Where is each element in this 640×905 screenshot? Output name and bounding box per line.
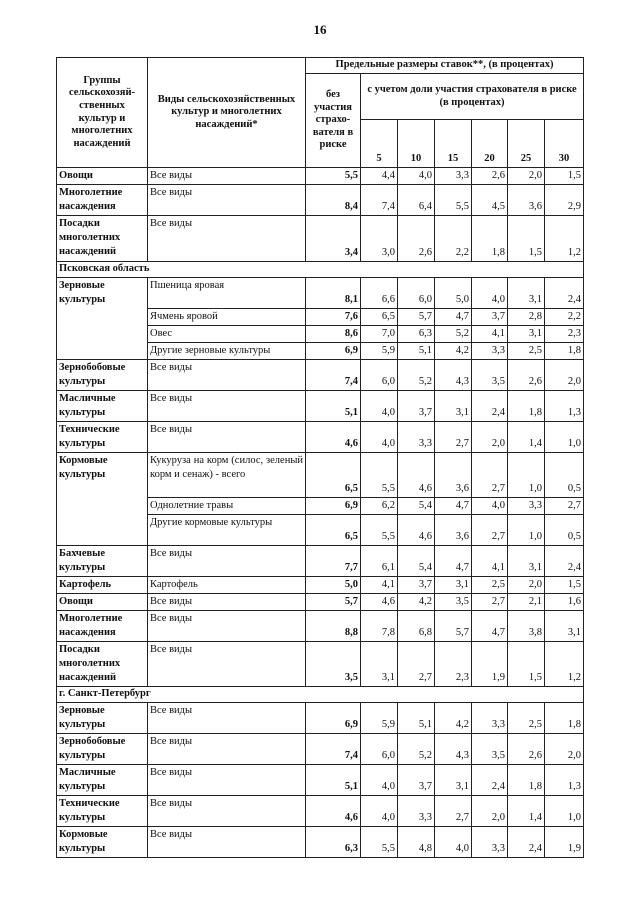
base-rate: 5,7 bbox=[306, 594, 361, 611]
rate-share-5: 5,5 bbox=[361, 515, 398, 546]
table-row bbox=[57, 734, 584, 765]
rate-share-20: 1,8 bbox=[472, 216, 508, 262]
rate-share-10: 5,1 bbox=[398, 703, 435, 734]
crop-kind: Однолетние травы bbox=[148, 498, 306, 515]
rate-share-30: 1,6 bbox=[545, 594, 584, 611]
rate-share-5: 3,1 bbox=[361, 642, 398, 687]
rate-share-15: 3,1 bbox=[435, 765, 472, 796]
rate-share-30: 1,5 bbox=[545, 577, 584, 594]
base-rate: 8,8 bbox=[306, 611, 361, 642]
rate-share-15: 2,2 bbox=[435, 216, 472, 262]
rate-share-5: 6,5 bbox=[361, 309, 398, 326]
rate-share-5: 6,1 bbox=[361, 546, 398, 577]
rate-share-15: 4,3 bbox=[435, 360, 472, 391]
rate-share-30: 1,5 bbox=[545, 168, 584, 185]
rate-share-20: 4,1 bbox=[472, 546, 508, 577]
rate-share-30: 1,8 bbox=[545, 343, 584, 360]
crop-kind: Другие кормовые культуры bbox=[148, 515, 306, 546]
rate-share-20: 4,7 bbox=[472, 611, 508, 642]
rate-share-25: 2,5 bbox=[508, 703, 545, 734]
table-row bbox=[57, 453, 584, 498]
region-label: Псковская область bbox=[57, 262, 584, 278]
rate-share-30: 0,5 bbox=[545, 453, 584, 498]
crop-group: Бахчевые культуры bbox=[57, 546, 148, 577]
rate-share-30: 0,5 bbox=[545, 515, 584, 546]
crop-kind: Все виды bbox=[148, 734, 306, 765]
rate-share-20: 4,0 bbox=[472, 278, 508, 309]
rate-share-25: 3,1 bbox=[508, 326, 545, 343]
rate-share-30: 2,4 bbox=[545, 278, 584, 309]
rate-share-5: 7,4 bbox=[361, 185, 398, 216]
crop-group: Картофель bbox=[57, 577, 148, 594]
rate-share-20: 2,0 bbox=[472, 796, 508, 827]
rate-share-20: 1,9 bbox=[472, 642, 508, 687]
table-row bbox=[57, 546, 584, 577]
table-row bbox=[57, 703, 584, 734]
crop-kind: Все виды bbox=[148, 216, 306, 262]
table-row bbox=[57, 216, 584, 262]
rate-share-25: 2,6 bbox=[508, 734, 545, 765]
crop-kind: Все виды bbox=[148, 391, 306, 422]
base-rate: 8,6 bbox=[306, 326, 361, 343]
crop-kind: Все виды bbox=[148, 594, 306, 611]
crop-kind: Ячмень яровой bbox=[148, 309, 306, 326]
base-rate: 5,0 bbox=[306, 577, 361, 594]
rate-share-20: 3,3 bbox=[472, 827, 508, 858]
rate-share-30: 2,0 bbox=[545, 360, 584, 391]
rate-share-15: 5,5 bbox=[435, 185, 472, 216]
rate-share-10: 3,7 bbox=[398, 765, 435, 796]
rate-share-10: 2,7 bbox=[398, 642, 435, 687]
header-kind-column: Виды сельскохозяйственных культур и многолетних насаждений* bbox=[148, 58, 306, 168]
base-rate: 4,6 bbox=[306, 422, 361, 453]
base-rate: 6,9 bbox=[306, 498, 361, 515]
rate-share-5: 6,0 bbox=[361, 360, 398, 391]
rate-share-25: 1,4 bbox=[508, 422, 545, 453]
page-number: 16 bbox=[313, 22, 327, 37]
crop-group: Технические культуры bbox=[57, 422, 148, 453]
rate-share-10: 3,3 bbox=[398, 796, 435, 827]
rate-share-25: 3,8 bbox=[508, 611, 545, 642]
rate-share-30: 1,0 bbox=[545, 796, 584, 827]
base-rate: 6,3 bbox=[306, 827, 361, 858]
crop-kind: Другие зерновые культуры bbox=[148, 343, 306, 360]
rate-share-30: 2,2 bbox=[545, 309, 584, 326]
table-row bbox=[57, 594, 584, 611]
rate-share-25: 3,3 bbox=[508, 498, 545, 515]
table-row bbox=[57, 577, 584, 594]
header-share-5: 5 bbox=[361, 120, 398, 168]
base-rate: 6,5 bbox=[306, 453, 361, 498]
crop-kind: Пшеница яровая bbox=[148, 278, 306, 309]
rate-share-30: 1,0 bbox=[545, 422, 584, 453]
base-rate: 7,4 bbox=[306, 360, 361, 391]
rate-share-30: 2,0 bbox=[545, 734, 584, 765]
crop-group: Зерновые культуры bbox=[57, 278, 148, 360]
rate-share-5: 7,0 bbox=[361, 326, 398, 343]
rate-share-30: 2,9 bbox=[545, 185, 584, 216]
rate-share-25: 3,6 bbox=[508, 185, 545, 216]
rate-share-5: 6,2 bbox=[361, 498, 398, 515]
table-row bbox=[57, 765, 584, 796]
rate-share-30: 1,3 bbox=[545, 391, 584, 422]
crop-kind: Все виды bbox=[148, 703, 306, 734]
rate-share-25: 1,8 bbox=[508, 391, 545, 422]
rate-share-10: 3,3 bbox=[398, 422, 435, 453]
rate-share-25: 1,5 bbox=[508, 216, 545, 262]
crop-group: Овощи bbox=[57, 168, 148, 185]
base-rate: 6,9 bbox=[306, 343, 361, 360]
rate-share-30: 2,3 bbox=[545, 326, 584, 343]
crop-kind: Все виды bbox=[148, 185, 306, 216]
rate-share-5: 5,5 bbox=[361, 453, 398, 498]
rate-share-30: 3,1 bbox=[545, 611, 584, 642]
base-rate: 4,6 bbox=[306, 796, 361, 827]
rate-share-10: 4,0 bbox=[398, 168, 435, 185]
header-group-column: Группы сельскохозяй-ственных культур и многолетних насаждений bbox=[57, 58, 148, 168]
rate-share-20: 2,6 bbox=[472, 168, 508, 185]
rate-share-10: 2,6 bbox=[398, 216, 435, 262]
rate-share-10: 5,2 bbox=[398, 360, 435, 391]
rate-share-10: 5,7 bbox=[398, 309, 435, 326]
rate-share-25: 1,0 bbox=[508, 453, 545, 498]
rate-share-25: 2,1 bbox=[508, 594, 545, 611]
rate-share-20: 3,5 bbox=[472, 360, 508, 391]
table-body bbox=[57, 168, 584, 858]
base-rate: 3,5 bbox=[306, 642, 361, 687]
rate-share-30: 1,9 bbox=[545, 827, 584, 858]
rate-share-15: 3,5 bbox=[435, 594, 472, 611]
rate-share-20: 3,3 bbox=[472, 703, 508, 734]
rate-share-15: 4,0 bbox=[435, 827, 472, 858]
base-rate: 7,6 bbox=[306, 309, 361, 326]
rate-share-25: 1,0 bbox=[508, 515, 545, 546]
crop-group: Кормовые культуры bbox=[57, 453, 148, 546]
header-share-30: 30 bbox=[545, 120, 584, 168]
base-rate: 6,5 bbox=[306, 515, 361, 546]
crop-group: Технические культуры bbox=[57, 796, 148, 827]
rate-share-10: 5,4 bbox=[398, 546, 435, 577]
rate-share-25: 1,5 bbox=[508, 642, 545, 687]
rate-share-20: 4,1 bbox=[472, 326, 508, 343]
rate-share-15: 4,2 bbox=[435, 343, 472, 360]
rate-share-10: 4,8 bbox=[398, 827, 435, 858]
rate-share-25: 2,5 bbox=[508, 343, 545, 360]
rate-share-30: 2,4 bbox=[545, 546, 584, 577]
rate-share-25: 2,4 bbox=[508, 827, 545, 858]
base-rate: 7,7 bbox=[306, 546, 361, 577]
base-rate: 5,5 bbox=[306, 168, 361, 185]
base-rate: 8,1 bbox=[306, 278, 361, 309]
rate-share-15: 2,7 bbox=[435, 422, 472, 453]
crop-group: Посадки многолетних насаждений bbox=[57, 216, 148, 262]
header-rate-limits: Предельные размеры ставок**, (в процентах) bbox=[306, 58, 584, 74]
crop-kind: Все виды bbox=[148, 546, 306, 577]
rate-share-5: 6,0 bbox=[361, 734, 398, 765]
rate-share-5: 7,8 bbox=[361, 611, 398, 642]
rate-share-30: 2,7 bbox=[545, 498, 584, 515]
table-row bbox=[57, 827, 584, 858]
rate-share-10: 3,7 bbox=[398, 577, 435, 594]
rate-share-15: 5,7 bbox=[435, 611, 472, 642]
rate-share-15: 5,0 bbox=[435, 278, 472, 309]
rate-share-20: 2,0 bbox=[472, 422, 508, 453]
rate-share-15: 5,2 bbox=[435, 326, 472, 343]
base-rate: 5,1 bbox=[306, 765, 361, 796]
crop-group: Масличные культуры bbox=[57, 391, 148, 422]
crop-kind: Все виды bbox=[148, 360, 306, 391]
crop-group: Зернобобовые культуры bbox=[57, 360, 148, 391]
rate-share-25: 2,0 bbox=[508, 577, 545, 594]
header-base-column: без участия страхо-вателя в риске bbox=[306, 74, 361, 168]
rate-share-20: 3,7 bbox=[472, 309, 508, 326]
crop-group: Зерновые культуры bbox=[57, 703, 148, 734]
header-share-20: 20 bbox=[472, 120, 508, 168]
rate-share-10: 4,6 bbox=[398, 515, 435, 546]
table-row bbox=[57, 168, 584, 185]
rate-share-5: 3,0 bbox=[361, 216, 398, 262]
crop-group: Кормовые культуры bbox=[57, 827, 148, 858]
base-rate: 5,1 bbox=[306, 391, 361, 422]
rate-share-25: 1,8 bbox=[508, 765, 545, 796]
region-label: г. Санкт-Петербург bbox=[57, 687, 584, 703]
header-share-10: 10 bbox=[398, 120, 435, 168]
rate-share-5: 4,0 bbox=[361, 765, 398, 796]
crop-kind: Все виды bbox=[148, 642, 306, 687]
rate-share-10: 6,3 bbox=[398, 326, 435, 343]
rate-share-5: 4,0 bbox=[361, 391, 398, 422]
base-rate: 3,4 bbox=[306, 216, 361, 262]
crop-group: Овощи bbox=[57, 594, 148, 611]
rate-share-15: 4,3 bbox=[435, 734, 472, 765]
rate-share-5: 4,0 bbox=[361, 422, 398, 453]
rate-share-25: 1,4 bbox=[508, 796, 545, 827]
table-row bbox=[57, 278, 584, 309]
rate-share-15: 2,7 bbox=[435, 796, 472, 827]
rate-share-20: 2,4 bbox=[472, 765, 508, 796]
rate-share-10: 3,7 bbox=[398, 391, 435, 422]
rate-share-25: 2,0 bbox=[508, 168, 545, 185]
rate-share-15: 4,7 bbox=[435, 546, 472, 577]
base-rate: 8,4 bbox=[306, 185, 361, 216]
rate-share-20: 2,7 bbox=[472, 453, 508, 498]
rate-share-15: 3,3 bbox=[435, 168, 472, 185]
insurance-rates-table bbox=[56, 57, 584, 858]
crop-kind: Все виды bbox=[148, 422, 306, 453]
rate-share-25: 2,6 bbox=[508, 360, 545, 391]
rate-share-20: 4,0 bbox=[472, 498, 508, 515]
crop-kind: Картофель bbox=[148, 577, 306, 594]
rate-share-5: 6,6 bbox=[361, 278, 398, 309]
rate-share-30: 1,2 bbox=[545, 216, 584, 262]
crop-group: Зернобобовые культуры bbox=[57, 734, 148, 765]
rate-share-15: 3,1 bbox=[435, 391, 472, 422]
crop-kind: Все виды bbox=[148, 611, 306, 642]
table-row bbox=[57, 185, 584, 216]
crop-kind: Все виды bbox=[148, 827, 306, 858]
base-rate: 6,9 bbox=[306, 703, 361, 734]
rate-share-10: 5,1 bbox=[398, 343, 435, 360]
table-row bbox=[57, 642, 584, 687]
rate-share-10: 5,4 bbox=[398, 498, 435, 515]
crop-kind: Все виды bbox=[148, 168, 306, 185]
rate-share-5: 4,0 bbox=[361, 796, 398, 827]
table-row bbox=[57, 796, 584, 827]
crop-group: Многолетние насаждения bbox=[57, 611, 148, 642]
base-rate: 7,4 bbox=[306, 734, 361, 765]
rate-share-10: 6,4 bbox=[398, 185, 435, 216]
crop-kind: Все виды bbox=[148, 765, 306, 796]
crop-kind: Овес bbox=[148, 326, 306, 343]
rate-share-10: 6,0 bbox=[398, 278, 435, 309]
crop-group: Многолетние насаждения bbox=[57, 185, 148, 216]
rate-share-5: 4,6 bbox=[361, 594, 398, 611]
rate-share-15: 4,7 bbox=[435, 498, 472, 515]
rate-share-20: 4,5 bbox=[472, 185, 508, 216]
table-row bbox=[57, 422, 584, 453]
rate-share-30: 1,8 bbox=[545, 703, 584, 734]
rate-share-15: 2,3 bbox=[435, 642, 472, 687]
table-row bbox=[57, 391, 584, 422]
rate-share-25: 3,1 bbox=[508, 278, 545, 309]
crop-group: Посадки многолетних насаждений bbox=[57, 642, 148, 687]
rate-share-30: 1,3 bbox=[545, 765, 584, 796]
rate-share-5: 5,5 bbox=[361, 827, 398, 858]
rate-share-10: 5,2 bbox=[398, 734, 435, 765]
rate-share-20: 2,7 bbox=[472, 515, 508, 546]
rate-share-25: 3,1 bbox=[508, 546, 545, 577]
rate-share-20: 2,7 bbox=[472, 594, 508, 611]
rate-share-15: 4,7 bbox=[435, 309, 472, 326]
header-share-25: 25 bbox=[508, 120, 545, 168]
table-row bbox=[57, 611, 584, 642]
rate-share-15: 3,6 bbox=[435, 453, 472, 498]
rate-share-20: 2,5 bbox=[472, 577, 508, 594]
rate-share-20: 2,4 bbox=[472, 391, 508, 422]
header-share-15: 15 bbox=[435, 120, 472, 168]
crop-group: Масличные культуры bbox=[57, 765, 148, 796]
rate-share-15: 3,6 bbox=[435, 515, 472, 546]
header-share-columns: с учетом доли участия страхователя в риске (в процентах) bbox=[361, 74, 584, 120]
rate-share-15: 3,1 bbox=[435, 577, 472, 594]
rate-share-20: 3,3 bbox=[472, 343, 508, 360]
rate-share-25: 2,8 bbox=[508, 309, 545, 326]
table-row bbox=[57, 360, 584, 391]
rate-share-30: 1,2 bbox=[545, 642, 584, 687]
crop-kind: Кукуруза на корм (силос, зеленый корм и сенаж) - всего bbox=[148, 453, 306, 498]
rate-share-5: 5,9 bbox=[361, 703, 398, 734]
rate-share-10: 4,2 bbox=[398, 594, 435, 611]
rate-share-20: 3,5 bbox=[472, 734, 508, 765]
rate-share-10: 4,6 bbox=[398, 453, 435, 498]
rate-share-5: 4,4 bbox=[361, 168, 398, 185]
rate-share-5: 4,1 bbox=[361, 577, 398, 594]
region-row bbox=[57, 262, 584, 278]
region-row bbox=[57, 687, 584, 703]
crop-kind: Все виды bbox=[148, 796, 306, 827]
rate-share-5: 5,9 bbox=[361, 343, 398, 360]
rate-share-10: 6,8 bbox=[398, 611, 435, 642]
rate-share-15: 4,2 bbox=[435, 703, 472, 734]
